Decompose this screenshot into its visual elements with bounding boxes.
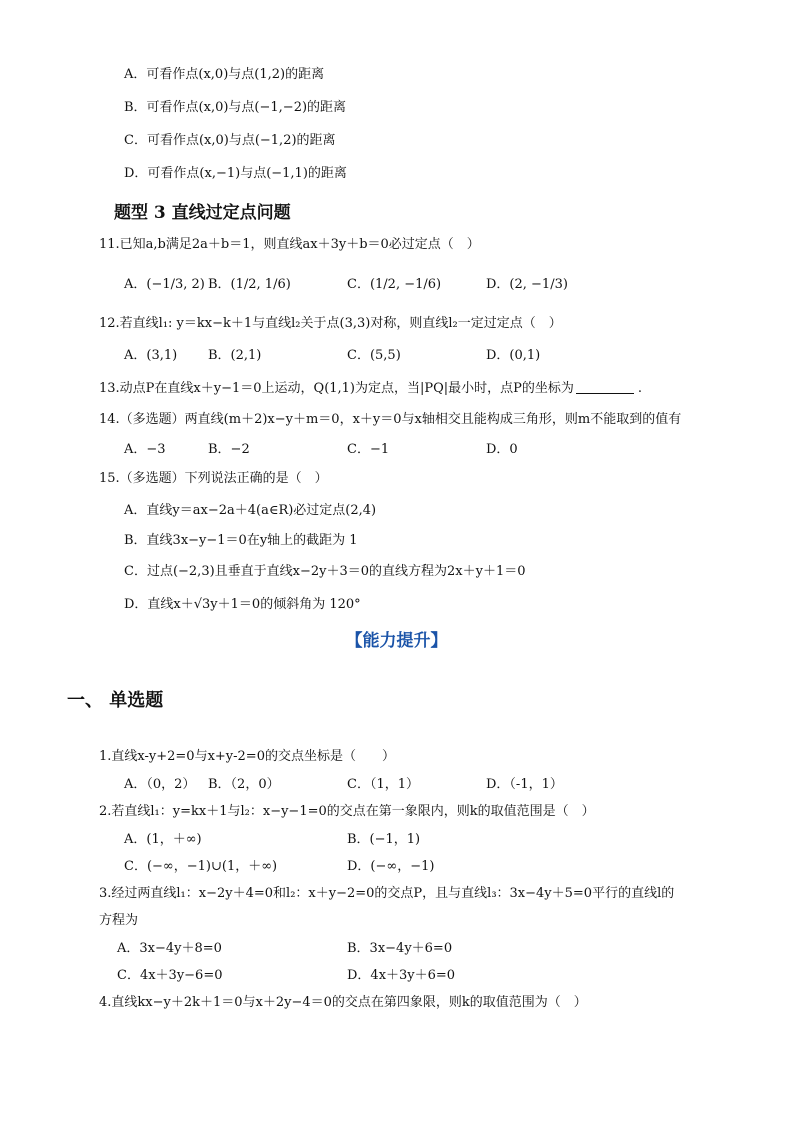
q10-option-a: A．可看作点(x,0)与点(1,2)的距离 [124,67,325,82]
q15-stem: 15.（多选题）下列说法正确的是（ ） [99,471,328,486]
ability-title: 【能力提升】 [345,631,448,651]
section-single-choice: 一、 单选题 [67,690,164,711]
q11-option-d: D．(2, −1/3) [486,277,568,292]
q11-option-b: B．(1/2, 1/6) [208,277,291,292]
q11-option-a: A．(−1/3, 2) [124,277,205,292]
p2-option-d: D．(−∞，−1) [347,859,435,874]
q14-option-c: C．−1 [347,442,390,457]
q14-stem: 14.（多选题）两直线(m＋2)x−y＋m＝0，x＋y＝0与x轴相交且能构成三角形，则m不能取到的值有 [99,412,682,427]
p4-stem: 4.直线kx−y＋2k＋1＝0与x＋2y−4＝0的交点在第四象限，则k的取值范围为（ ） [99,995,587,1010]
p3-stem-line2: 方程为 [99,913,139,928]
q10-option-b: B．可看作点(x,0)与点(−1,−2)的距离 [124,100,347,115]
p3-option-c: C．4x＋3y−6=0 [117,968,223,983]
q13-stem [99,380,642,398]
q13-answer-blank [576,381,634,394]
p3-stem-line1: 3.经过两直线l₁：x−2y＋4=0和l₂：x＋y−2=0的交点P，且与直线l₃：3x−4y＋5=0平行的直线l的 [99,886,675,901]
p3-option-b: B．3x−4y＋6=0 [347,941,453,956]
q10-option-c: C．可看作点(x,0)与点(−1,2)的距离 [124,133,336,148]
p1-option-a: A．（0，2） [124,777,196,792]
p3-option-a: A．3x−4y＋8=0 [117,941,222,956]
p2-option-b: B．(−1，1) [347,832,421,847]
q12-option-b: B．(2,1) [208,348,262,363]
q15-option-a: A．直线y＝ax−2a＋4(a∈R)必过定点(2,4) [124,503,377,518]
p2-option-c: C．(−∞，−1)∪(1，＋∞) [124,859,278,874]
q11-stem: 11.已知a,b满足2a＋b＝1，则直线ax＋3y＋b＝0必过定点（ ） [99,237,480,252]
q10-option-d: D．可看作点(x,−1)与点(−1,1)的距离 [124,166,347,181]
q12-option-a: A．(3,1) [124,348,178,363]
q14-option-d: D．0 [486,442,518,457]
q14-option-b: B．−2 [208,442,250,457]
q13-stem-end: . [637,381,643,396]
q15-option-c: C．过点(−2,3)且垂直于直线x−2y＋3＝0的直线方程为2x＋y＋1＝0 [124,564,526,579]
p2-stem: 2.若直线l₁：y=kx＋1与l₂：x−y−1=0的交点在第一象限内，则k的取值范围是（ ） [99,804,595,819]
q15-option-d: D．直线x＋√3y＋1＝0的倾斜角为 120° [124,597,361,612]
q12-option-d: D．(0,1) [486,348,541,363]
p1-option-b: B．（2，0） [208,777,280,792]
q11-option-c: C．(1/2, −1/6) [347,277,442,292]
q12-option-c: C．(5,5) [347,348,401,363]
p1-option-c: C．（1，1） [347,777,419,792]
p2-option-a: A．(1，＋∞) [124,832,202,847]
q15-option-b: B．直线3x−y−1＝0在y轴上的截距为 1 [124,533,358,548]
q14-option-a: A．−3 [124,442,166,457]
type3-heading: 题型 3 直线过定点问题 [114,203,291,223]
p1-stem: 1.直线x-y+2=0与x+y-2=0的交点坐标是（ ） [99,749,395,764]
q13-stem-text: 13.动点P在直线x＋y−1＝0上运动，Q(1,1)为定点，当|PQ|最小时，点P的坐标为 [99,381,574,396]
q12-stem: 12.若直线l₁: y＝kx−k＋1与直线l₂关于点(3,3)对称，则直线l₂一定过定点（ ） [99,316,562,331]
p1-option-d: D．（-1，1） [486,777,563,792]
p3-option-d: D．4x＋3y＋6=0 [347,968,456,983]
